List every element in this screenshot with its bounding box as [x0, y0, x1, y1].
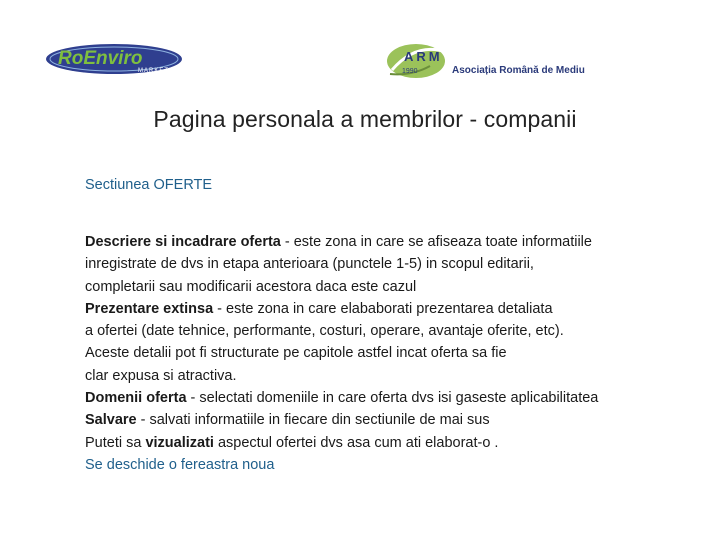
paragraph-prezentare-line-3: Aceste detalii pot fi structurate pe capitole astfel incat oferta sa fie	[85, 345, 507, 362]
paragraph-description-line-3: completarii sau modificarii acestora daca este cazul	[85, 278, 417, 295]
roenviro-logo	[44, 42, 184, 76]
paragraph-description-line-1	[85, 231, 685, 253]
text-span: - este zona in care elababorati prezentarea detaliata	[213, 300, 553, 317]
text-span: aspectul ofertei dvs asa cum ati elaborat-o .	[213, 434, 499, 451]
paragraph-prezentare-line-2: a ofertei (date tehnice, performante, costuri, operare, avantaje oferite, etc).	[85, 323, 564, 340]
logo-left-subtext: MARKET	[138, 68, 170, 74]
section-heading: Sectiunea OFERTE	[85, 177, 213, 193]
term-descriere: Descriere si incadrare oferta	[85, 234, 281, 250]
term-vizualizati: vizualizati	[145, 434, 214, 451]
text-span: - salvati informatiile in fiecare din sectiunile de mai sus	[136, 412, 490, 429]
new-window-note: Se deschide o fereastra noua	[85, 456, 275, 473]
term-salvare: Salvare	[85, 412, 137, 429]
description-text	[85, 231, 685, 476]
logo-left-text: RoEnviro	[58, 48, 143, 69]
paragraph-vizualizare	[85, 432, 685, 454]
term-prezentare: Prezentare extinsa	[85, 300, 214, 317]
paragraph-domenii	[85, 387, 685, 409]
paragraph-prezentare-line-4: clar expusa si atractiva.	[85, 367, 237, 384]
logo-right-text: ARM	[404, 49, 443, 64]
paragraph-salvare	[85, 409, 685, 431]
text-span: Puteti sa	[85, 434, 146, 451]
text-span: - selectati domeniile in care oferta dvs isi gaseste aplicabilitatea	[186, 390, 599, 407]
arm-logo	[386, 40, 596, 82]
term-domenii: Domenii oferta	[85, 390, 187, 407]
paragraph-prezentare-line-1	[85, 298, 685, 320]
text-span: - este zona in care se afiseaza toate informatiile	[280, 234, 592, 250]
logo-right-year: 1990	[402, 68, 418, 75]
paragraph-description-line-2: inregistrate de dvs in etapa anterioara (punctele 1-5) in scopul editarii,	[85, 256, 534, 273]
page-title: Pagina personala a membrilor - companii	[153, 106, 577, 132]
logo-right-name: Asociația Română de Mediu	[452, 65, 585, 76]
